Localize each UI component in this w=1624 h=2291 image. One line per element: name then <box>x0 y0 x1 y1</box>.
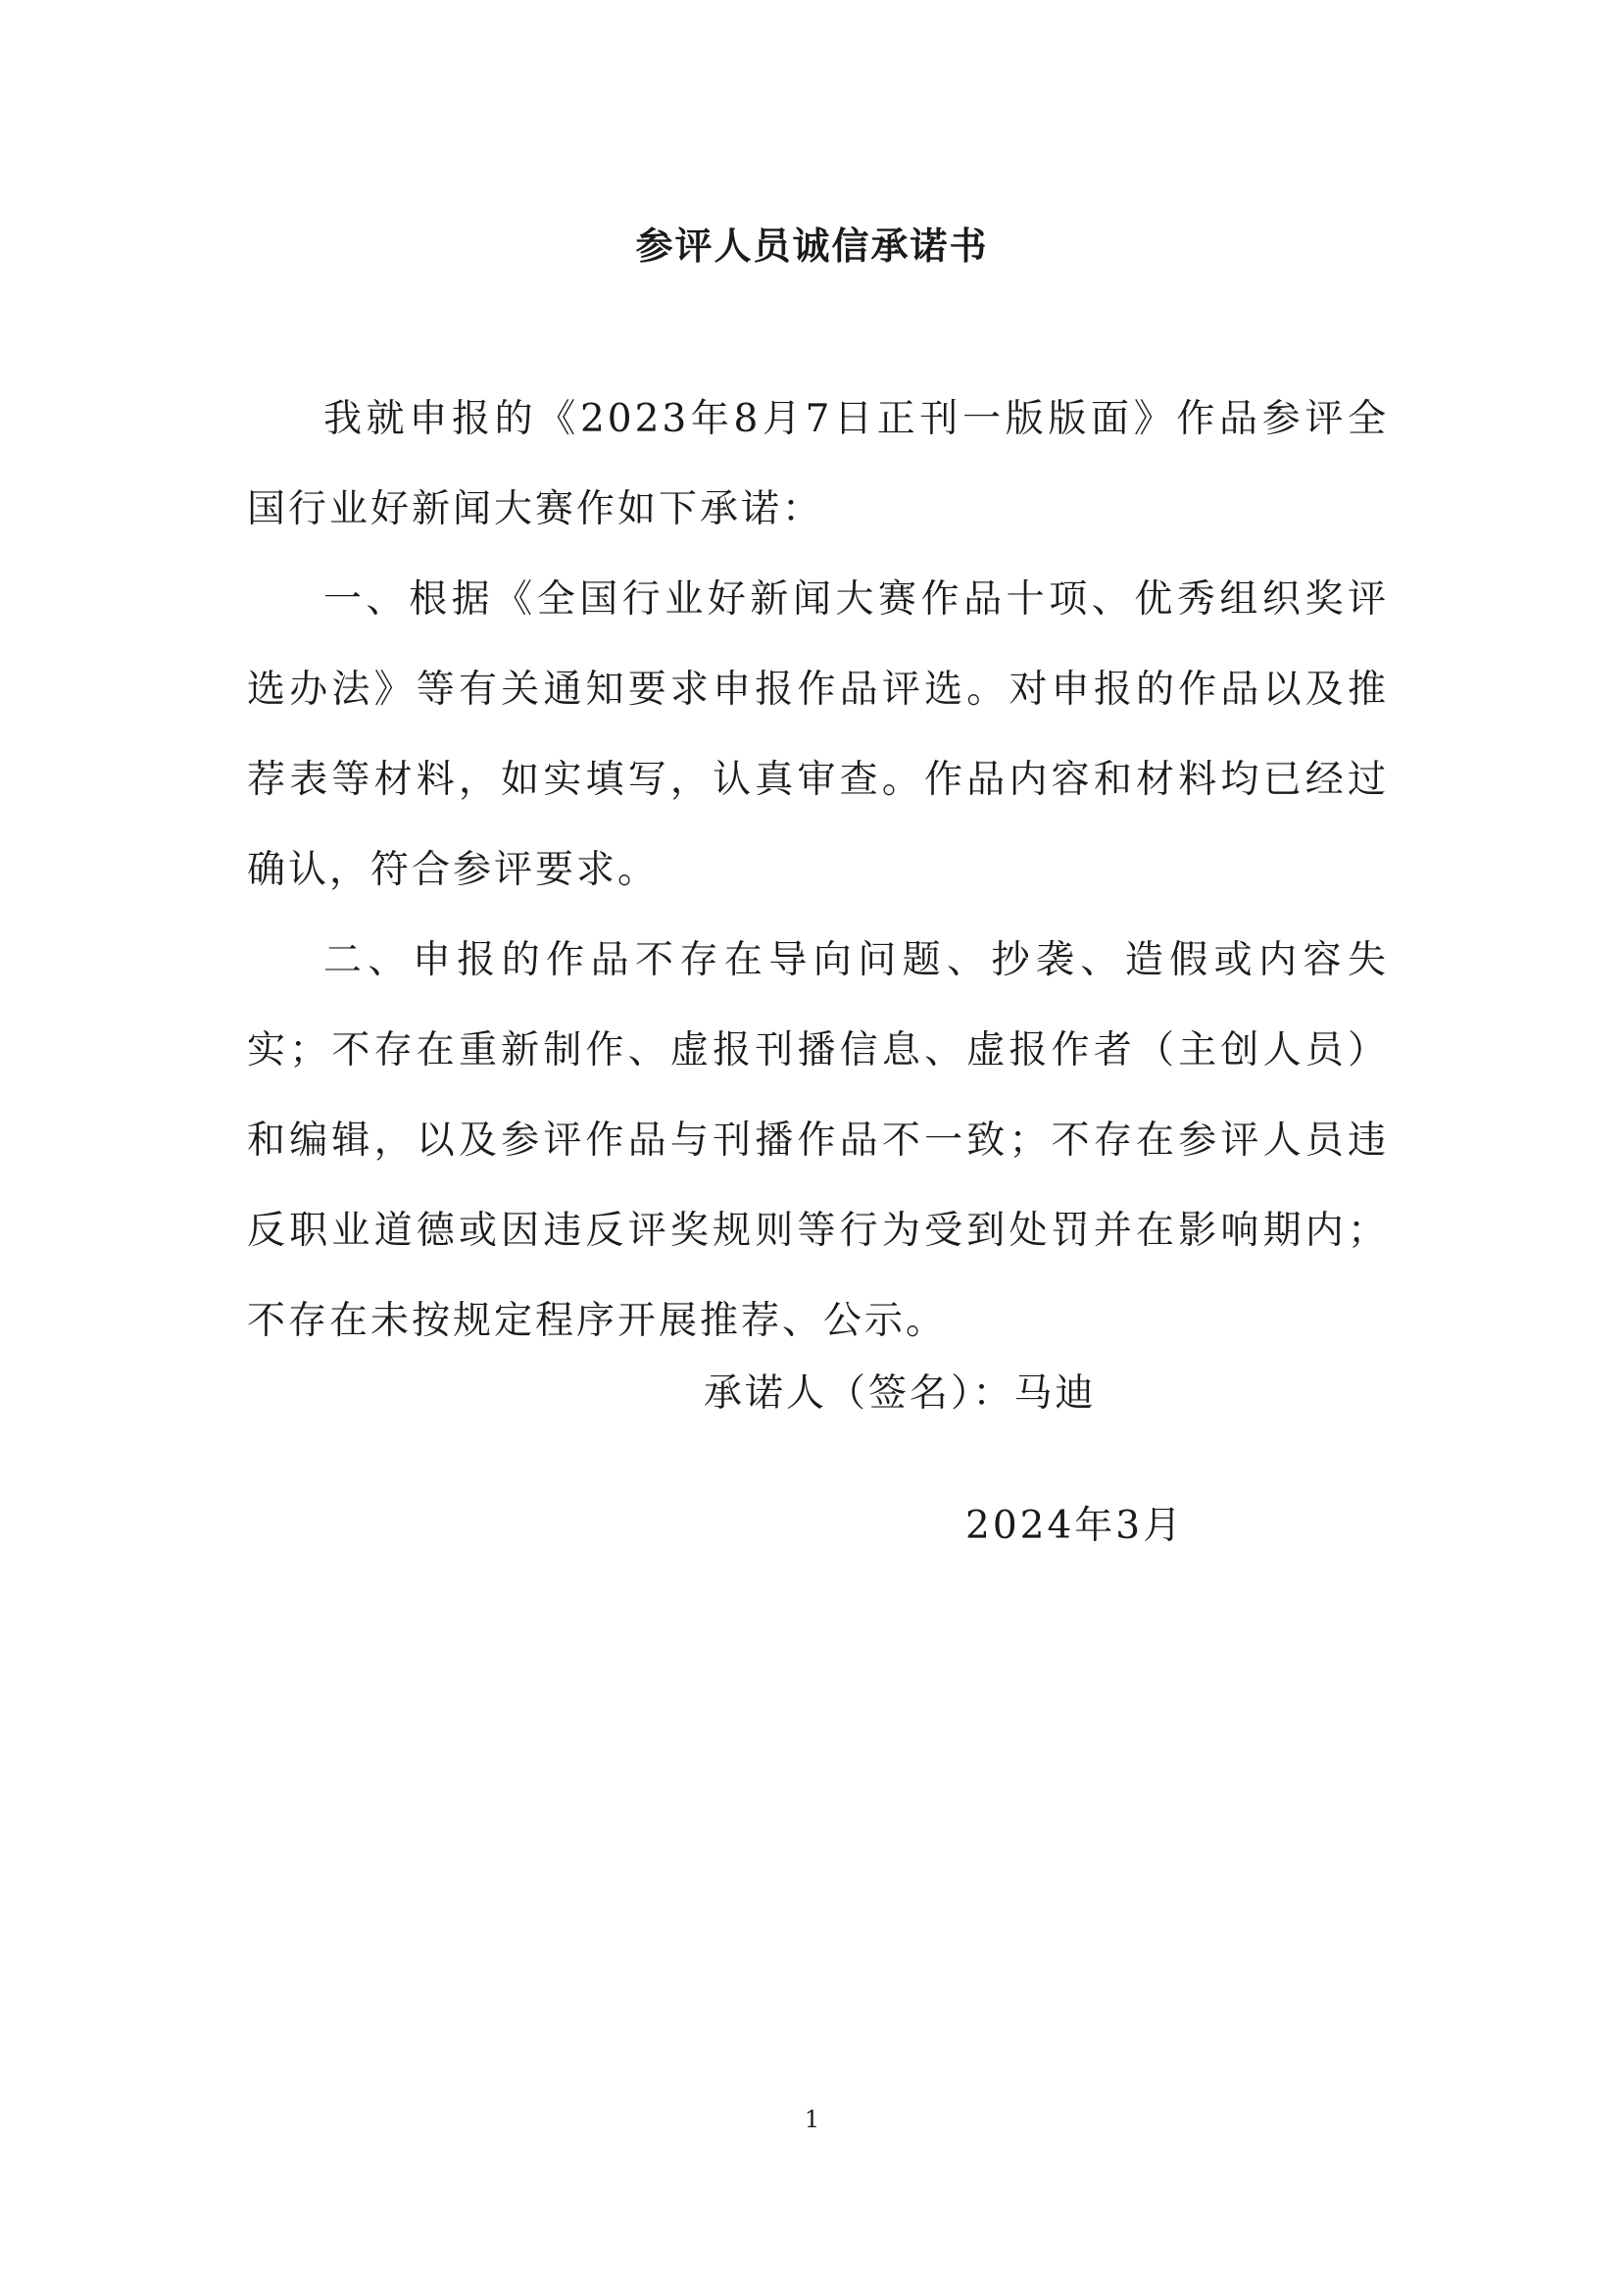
page-number: 1 <box>804 2106 820 2133</box>
document-body <box>247 374 1389 1367</box>
paragraph-two: 二、申报的作品不存在导向问题、抄袭、造假或内容失实；不存在重新制作、虚报刊播信息、虚报作者（主创人员）和编辑，以及参评作品与刊播作品不一致；不存在参评人员违反职业道德或因违反评奖规则等行为受到处罚并在影响期内；不存在未按规定程序开展推荐、公示。 <box>247 938 1389 1343</box>
signature-line: 承诺人（签名）：马迪 <box>704 1371 1097 1416</box>
paragraph-one: 一、根据《全国行业好新闻大赛作品十项、优秀组织奖评选办法》等有关通知要求申报作品评选。对申报的作品以及推荐表等材料，如实填写，认真审查。作品内容和材料均已经过确认，符合参评要求。 <box>247 577 1389 892</box>
document-title: 参评人员诚信承诺书 <box>635 224 989 268</box>
paragraph-intro: 我就申报的《2023年8月7日正刊一版版面》作品参评全国行业好新闻大赛作如下承诺： <box>247 397 1389 531</box>
date-line: 2024年3月 <box>965 1504 1185 1548</box>
